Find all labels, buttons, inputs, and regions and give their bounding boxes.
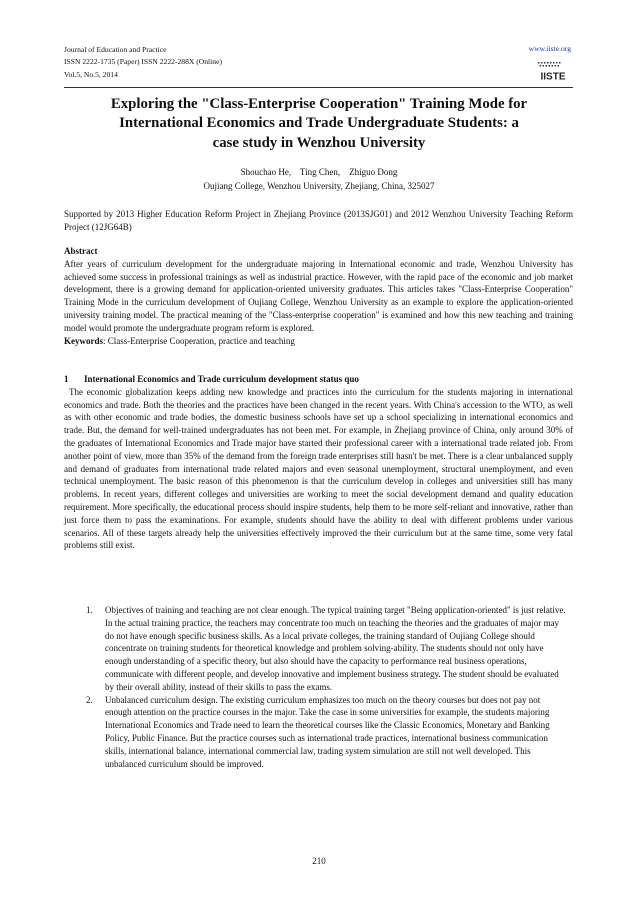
list-item-number: 1. — [86, 605, 93, 615]
title-line-1: Exploring the "Class-Enterprise Cooperation" Training Mode for — [110, 96, 528, 112]
abstract-body: After years of curriculum development for the undergraduate majoring in International economic and trade, Wenzhou University has achieved some success in professional trainings as well as industrial practice. However, with the rapid pace of the economic and job market development, there is a growing demand for application-oriented university graduates. This articles takes "Class-Enterprise Cooperation" Training Mode in the curriculum development of Oujiang College, Wenzhou University as an example to explore the application-oriented university training model. The practical meaning of the "Class-enterprise cooperation" is examined and how this new teaching and training model would promote the undergraduate program reform is explored. — [64, 258, 573, 333]
header-divider — [64, 87, 573, 88]
list-item — [86, 604, 568, 694]
page-number: 210 — [312, 856, 326, 866]
journal-volume: Vol.5, No.5, 2014 — [64, 69, 118, 79]
journal-issn: ISSN 2222-1735 (Paper) ISSN 2222-288X (Online) — [64, 57, 222, 67]
abstract-block — [64, 245, 573, 347]
journal-header — [64, 44, 222, 81]
abstract-heading: Abstract — [64, 246, 98, 256]
author-names: Shouchao He, Ting Chen, Zhiguo Dong — [240, 167, 398, 177]
funding-statement — [64, 208, 573, 234]
section-1-number: 1 — [64, 374, 69, 384]
iiste-logo — [535, 60, 571, 82]
logo-text: IISTE — [540, 71, 566, 82]
problem-list — [86, 604, 568, 770]
title-line-3: case study in Wenzhou University — [212, 134, 426, 151]
list-item-text: Objectives of training and teaching are not clear enough. The typical training target "Being application-oriented" is just relative. In the actual training practice, the teachers may concentrate too much on teaching the theories and the graduates of major may do not have enough specific business skills. As a local private colleges, the training standard of Oujiang College should concentrate on training students for theoretical knowledge and problem solving-ability. The students should not only have enough understanding of a specific theory, but also should have the capacity to performance real business operations, communicate with different people, and develop innovative and implement business strategy. The student should be evaluated by their overall ability, instead of their skills to pass the exams. — [105, 605, 566, 692]
keywords-label: Keywords — [64, 335, 103, 346]
author-block — [64, 166, 574, 193]
title-line-2: International Economics and Trade Undergraduate Students: a — [119, 115, 519, 132]
list-item-text: Unbalanced curriculum design. The existing curriculum emphasizes too much on the theory courses but does not pay not enough attention on the practice courses in the major. Take the case in some universities for example, the students majoring International Economics and Trade need to learn the theoretical courses like the Classic Economics, Monetary and Banking Policy, Public Finance. But the practice courses such as international trade practices, international business communication skills, international balance, international commercial law, trading system simulation are still not well developed. This unbalanced curriculum should be improved. — [105, 694, 550, 769]
keywords-text: : Class-Enterprise Cooperation, practice and teaching — [103, 335, 295, 346]
list-item-number: 2. — [86, 694, 93, 705]
section-1-body: The economic globalization keeps adding new knowledge and practices into the curriculum for the students majoring in international economics and trade. Both the theories and the practices have been changed in the recent years. With China's accession to the WTO, as well as with other economic and trade bodies, the domestic business schools have set up a school specializing in international economics and trade. But, the demand for well-trained undergraduates has not been met. For example, in Zhejiang province of China, only around 30% of the graduates of International Economics and Trade major have started their professional career with a international trade related job. From another point of view, more than 35% of the demand from the foreign trade enterprises still hasn't be met. There is a clear unbalanced supply and demand of graduates from international trade related majors and even seasonal unemployment, structural unemployment, and even technical unemployment. The basic reason of this phenomenon is that the curriculum develop in colleges and universities still has many problems. In recent years, different colleges and universities are working to meet the social development demand and quality education requirement. More specifically, the educational process should inspire students, help them to be more self-reliant and innovative, rather than just force them to pass the examinations. For example, students should have the ability to deal with different problems under various scenarios. All of these targets already help the universities effectively improved the their curriculum but at the same time, some very fatal problems still exist. — [64, 386, 573, 551]
keywords-line — [64, 335, 573, 348]
author-affiliation: Oujiang College, Wenzhou University, Zhejiang, China, 325027 — [203, 180, 435, 191]
section-1-title: International Economics and Trade curriculum development status quo — [84, 374, 359, 384]
funding-text: Supported by 2013 Higher Education Reform Project in Zhejiang Province (2013SJG01) and 2012 Wenzhou University Teaching Reform Project (12JG64B) — [64, 209, 573, 232]
section-1 — [64, 373, 573, 552]
paper-title — [62, 95, 576, 153]
journal-url[interactable]: www.iiste.org — [528, 44, 571, 53]
journal-name: Journal of Education and Practice — [64, 45, 167, 54]
list-item — [86, 694, 568, 771]
section-1-heading — [64, 373, 573, 386]
